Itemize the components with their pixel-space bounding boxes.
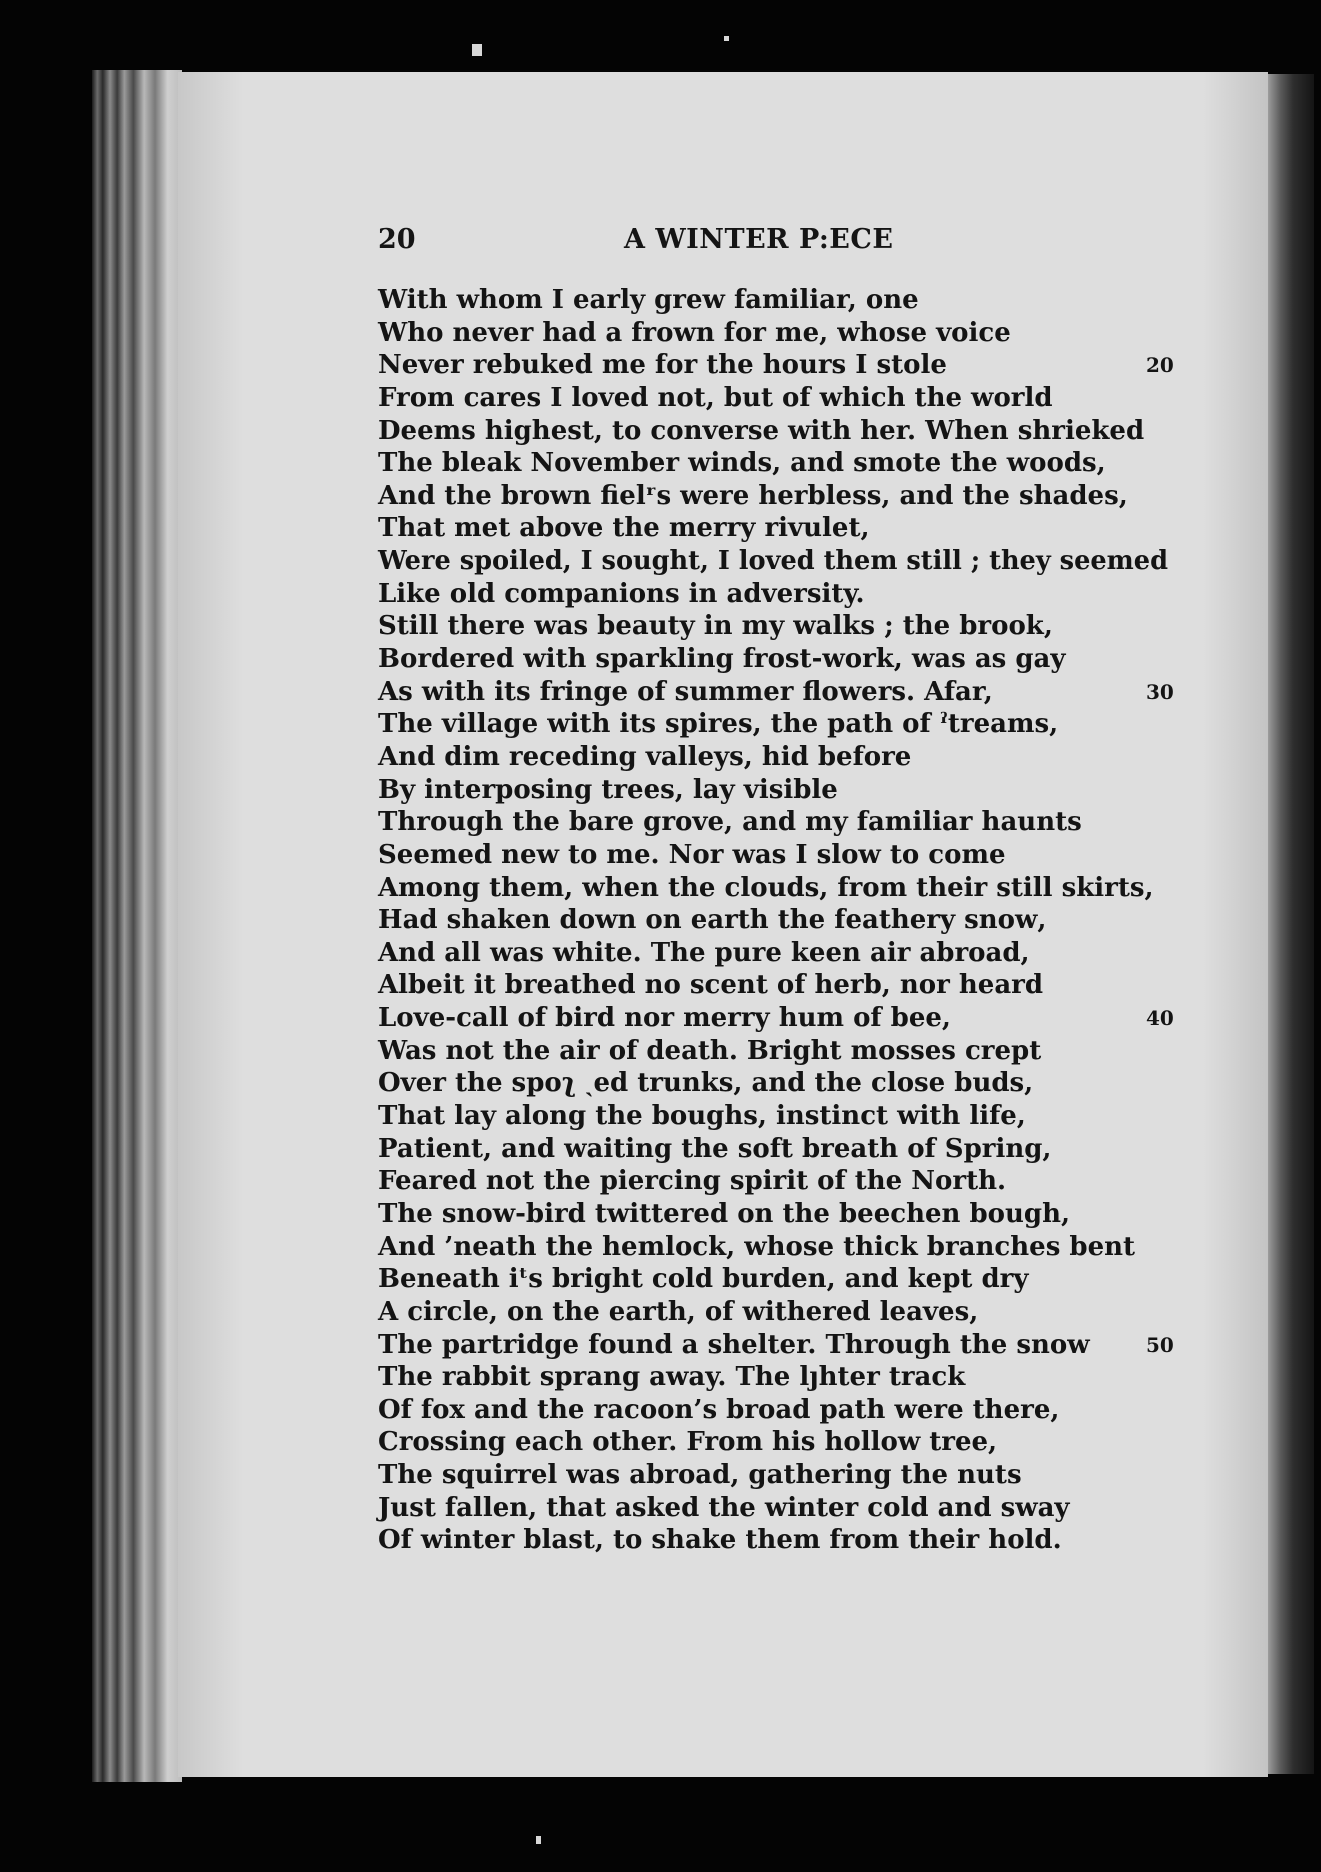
poem-line-text: As with its fringe of summer flowers. Afar, (378, 676, 993, 707)
poem-line (378, 839, 1178, 872)
poem-line-text: Who never had a frown for me, whose voice (378, 317, 1011, 348)
poem-line-text: Crossing each other. From his hollow tree, (378, 1427, 998, 1458)
poem-line-text: Never rebuked me for the hours I stole (378, 350, 947, 381)
poem-line-text: With whom I early grew familiar, one (378, 285, 919, 315)
poem-line (378, 1426, 1178, 1459)
running-title: A WINTER P:ECE (624, 224, 894, 255)
poem-line-text: And all was white. The pure keen air abroad, (378, 937, 1030, 968)
poem-line-text: The partridge found a shelter. Through the snow (378, 1329, 1090, 1360)
poem-line-text: From cares I loved not, but of which the world (378, 382, 1053, 413)
poem-line (378, 1067, 1178, 1100)
page-header (378, 224, 938, 264)
poem-line-text: Like old companions in adversity. (378, 578, 865, 609)
poem-line-text: By interposing trees, lay visible (378, 774, 838, 805)
poem-line (378, 806, 1178, 839)
poem-line (378, 1459, 1178, 1492)
poem-line (378, 872, 1178, 905)
poem-line-text: Bordered with sparkling frost-work, was as gay (378, 644, 1066, 675)
scan-artifact (472, 44, 482, 56)
poem-line (378, 349, 1178, 382)
poem-line (378, 610, 1178, 643)
poem-line-text: The bleak November winds, and smote the woods, (378, 448, 1106, 479)
poem-line-text: Through the bare grove, and my familiar haunts (378, 807, 1082, 838)
line-number: 50 (1146, 1332, 1174, 1357)
page-number: 20 (378, 224, 416, 255)
book-edge-left (92, 70, 182, 1782)
poem-line (378, 774, 1178, 807)
poem-line-text: Over the spoʅ ˎed trunks, and the close buds, (378, 1068, 1034, 1099)
poem-line (378, 578, 1178, 611)
poem-line (378, 708, 1178, 741)
poem-line-text: A circle, on the earth, of withered leaves, (378, 1296, 979, 1327)
poem-line (378, 741, 1178, 774)
poem-line (378, 937, 1178, 970)
poem-line-text: Albeit it breathed no scent of herb, nor heard (378, 970, 1044, 1001)
poem-line-text: Had shaken down on earth the feathery snoᴡ, (378, 905, 1047, 936)
poem-line-text: The village with its spires, the path of ˀtreams, (378, 709, 1059, 740)
poem-line-text: Were spoiled, I sought, I loved them still ; they seemed (378, 546, 1168, 577)
poem-line-text: Feared not the piercing spirit of the North. (378, 1166, 1007, 1197)
poem-line-text: Of fox and the racoon’s broad path were there, (378, 1394, 1060, 1425)
poem-line (378, 382, 1178, 415)
poem-line-text: Just fallen, that asked the winter cold and sway (378, 1492, 1070, 1523)
poem-line-text: Patient, and waiting the soft breath of Spring, (378, 1133, 1052, 1164)
line-number: 30 (1146, 679, 1174, 704)
poem-line (378, 284, 1178, 317)
poem-line (378, 1394, 1178, 1427)
poem-line (378, 447, 1178, 480)
poem-line-text: Beneath iᵗs bright cold burden, and kept dry (378, 1264, 1029, 1295)
poem-text (378, 284, 1178, 1557)
poem-line-text: The snow-bird twittered on the beechen bough, (378, 1198, 1071, 1229)
poem-line (378, 317, 1178, 350)
poem-line (378, 1361, 1178, 1394)
poem-line-text: That met above the merry rivulet, (378, 513, 870, 544)
line-number: 20 (1146, 353, 1174, 378)
poem-line-text: Of winter blast, to shake them from their hold. (378, 1525, 1062, 1556)
poem-line (378, 1100, 1178, 1133)
poem-line-text: The rabbit sprang away. The lȷhter track (378, 1362, 966, 1393)
scan-artifact (724, 36, 729, 41)
poem-line (378, 1263, 1178, 1296)
poem-line (378, 1231, 1178, 1264)
poem-line (378, 1002, 1178, 1035)
poem-line-text: Deems highest, to converse with her. When shrieked (378, 415, 1145, 446)
poem-line (378, 1492, 1178, 1525)
poem-line (378, 1524, 1178, 1557)
poem-line-text: And ’neath the hemlock, whose thick branches bent (378, 1231, 1136, 1262)
poem-line (378, 1035, 1178, 1068)
poem-line-text: Among them, when the clouds, from their still skirts, (378, 872, 1154, 903)
line-number: 40 (1146, 1006, 1174, 1031)
poem-line (378, 1329, 1178, 1362)
poem-line (378, 1198, 1178, 1231)
poem-line-text: That lay along the boughs, instinct with life, (378, 1101, 1026, 1132)
poem-line (378, 480, 1178, 513)
poem-line-text: And dim receding valleys, hid before (378, 741, 912, 772)
poem-line (378, 545, 1178, 578)
poem-line (378, 1133, 1178, 1166)
poem-line-text: Still there was beauty in my walks ; the brook, (378, 611, 1053, 642)
poem-line (378, 969, 1178, 1002)
poem-line-text: The squirrel was abroad, gathering the nuts (378, 1460, 1022, 1491)
poem-line (378, 676, 1178, 709)
poem-line (378, 1296, 1178, 1329)
poem-line (378, 415, 1178, 448)
book-edge-right (1262, 74, 1314, 1774)
poem-line-text: Love-call of bird nor merry hum of bee, (378, 1003, 951, 1034)
poem-line (378, 512, 1178, 545)
scan-artifact (536, 1836, 541, 1844)
poem-line-text: Seemed new to me. Nor was I slow to come (378, 839, 1006, 870)
poem-line (378, 1165, 1178, 1198)
poem-line-text: And the brown fielʳs were herbless, and the shades, (378, 480, 1128, 511)
poem-line (378, 643, 1178, 676)
poem-line (378, 904, 1178, 937)
poem-line-text: Was not the air of death. Bright mosses crept (378, 1035, 1042, 1066)
